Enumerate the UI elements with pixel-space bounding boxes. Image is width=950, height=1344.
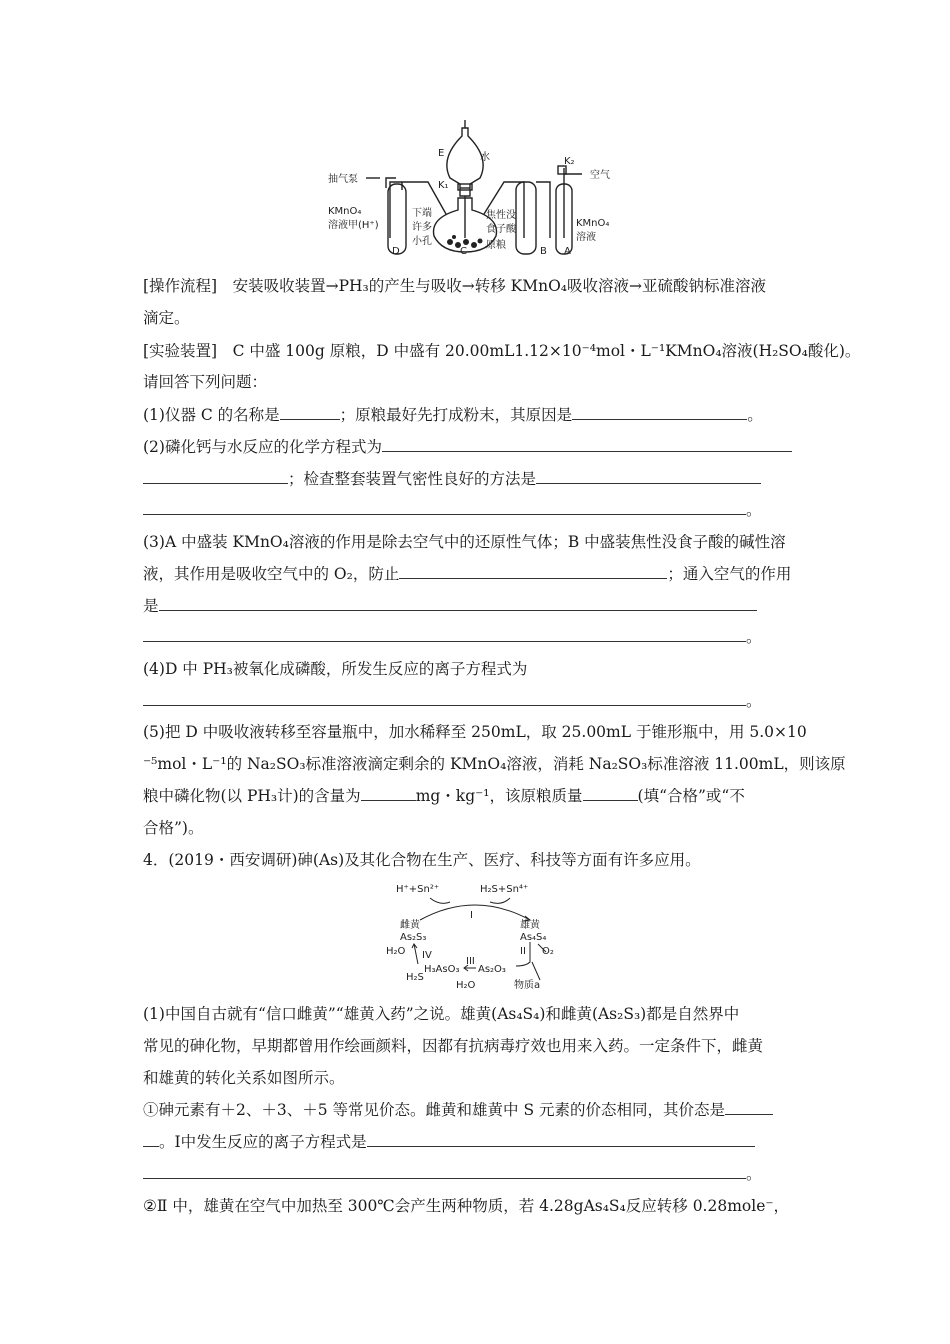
question-3-end: 。 — [143, 627, 762, 647]
answer-blank[interactable] — [399, 564, 667, 579]
label-h3aso3: H₃AsO₃ — [424, 964, 460, 975]
section-1-line-1: (1)中国自古就有“信口雌黄”“雄黄入药”之说。雄黄(As₄S₄)和雌黄(As₂S₃)都是自然界中 — [143, 1005, 740, 1023]
section-2-line-1: ②Ⅱ 中，雄黄在空气中加热至 300℃会产生两种物质，若 4.28gAs₄S₄反应转移 0.28mole⁻， — [143, 1197, 790, 1215]
label-as2s3: As₂S₃ — [400, 932, 427, 943]
answer-blank[interactable] — [361, 786, 416, 801]
label-air: 空气 — [590, 170, 610, 181]
question-4-end: 。 — [143, 691, 762, 711]
label-kmno4-d-1: KMnO₄ — [328, 206, 362, 217]
answer-blank[interactable] — [572, 405, 747, 420]
label-substance-a: 物质a — [514, 980, 541, 991]
answer-blank[interactable] — [143, 627, 746, 642]
label-O2: O₂ — [542, 946, 554, 957]
apparatus-diagram — [320, 118, 640, 258]
section-1-line-5: 。Ⅰ中发生反应的离子方程式是 — [143, 1132, 755, 1152]
answer-blank[interactable] — [536, 469, 761, 484]
label-kmno4-d-2: 溶液甲(H⁺) — [328, 220, 379, 231]
label-kmno4-a-1: KMnO₄ — [576, 218, 610, 229]
arsenic-cycle-diagram — [370, 880, 580, 998]
answer-blank[interactable] — [143, 500, 746, 515]
flow-line-2: 滴定。 — [143, 309, 190, 327]
question-5-line-3: 粮中磷化物(以 PH₃计)的含量为 mg・kg⁻¹，该原粮质量 (填“合格”或“不 — [143, 787, 745, 805]
label-h2s: H₂S — [406, 972, 424, 983]
label-lower-3: 小孔 — [412, 236, 432, 247]
question-2-end: 。 — [143, 500, 762, 520]
question-5-line-4: 合格”)。 — [143, 819, 204, 837]
label-h2o-left: H₂O — [386, 946, 406, 957]
question-5-line-1: (5)把 D 中吸收液转移至容量瓶中，加水稀释至 250mL，取 25.00mL 于锥形瓶中，用 5.0×10 — [143, 723, 807, 741]
flow-line-1: [操作流程] 安装吸收装置→PH₃的产生与吸收→转移 KMnO₄吸收溶液→亚硫酸钠标准溶液 — [143, 277, 766, 295]
question-3-line-1: (3)A 中盛装 KMnO₄溶液的作用是除去空气中的还原性气体；B 中盛装焦性没食子酸的碱性溶 — [143, 533, 786, 551]
answer-blank[interactable] — [143, 1132, 159, 1147]
label-lower-1: 下端 — [412, 208, 432, 219]
label-pyro-2: 食子酸 — [486, 224, 516, 235]
label-E: E — [438, 148, 445, 159]
label-as2o3: As₂O₃ — [478, 964, 506, 975]
label-K1: K₁ — [438, 180, 449, 191]
answer-blank[interactable] — [583, 786, 638, 801]
label-III: III — [466, 956, 475, 967]
label-I: I — [470, 910, 473, 921]
question-2: (2)磷化钙与水反应的化学方程式为 — [143, 437, 792, 457]
label-B: B — [540, 246, 547, 257]
question-2-cont: ；检查整套装置气密性良好的方法是 — [143, 469, 761, 489]
section-1-line-2: 常见的砷化物，早期都曾用作绘画颜料，因都有抗病毒疗效也用来入药。一定条件下，雌黄 — [143, 1037, 764, 1055]
answer-blank[interactable] — [143, 691, 746, 706]
question-5-line-2: ⁻⁵mol・L⁻¹的 Na₂SO₃标准溶液滴定剩余的 KMnO₄溶液，消耗 Na₂SO₃标准溶液 11.00mL，则该原 — [143, 755, 846, 773]
label-II: II — [520, 946, 526, 957]
answer-blank[interactable] — [143, 469, 288, 484]
label-h-sn: H⁺+Sn²⁺ — [396, 884, 440, 895]
answer-blank[interactable] — [725, 1100, 773, 1115]
question-3-line-3: 是 — [143, 596, 757, 616]
label-K2: K₂ — [564, 156, 575, 167]
answer-blank[interactable] — [143, 1164, 746, 1179]
label-cihuang: 雌黄 — [400, 920, 420, 931]
label-A: A — [564, 246, 571, 257]
setup-line: [实验装置] C 中盛 100g 原粮，D 中盛有 20.00mL1.12×10⁻⁴mol・L⁻¹KMnO₄溶液(H₂SO₄酸化)。 — [143, 342, 861, 360]
section-1-line-4: ①砷元素有＋2、＋3、＋5 等常见价态。雌黄和雄黄中 S 元素的价态相同，其价态是 — [143, 1100, 773, 1120]
label-kmno4-a-2: 溶液 — [576, 232, 596, 243]
label-D: D — [392, 246, 400, 257]
problem-4-heading: 4．(2019・西安调研)砷(As)及其化合物在生产、医疗、科技等方面有许多应用。 — [143, 851, 701, 869]
question-1: (1)仪器 C 的名称是 ；原粮最好先打成粉末，其原因是 。 — [143, 406, 763, 424]
label-xionghuang: 雄黄 — [520, 920, 540, 931]
label-h2o-bottom: H₂O — [456, 980, 476, 991]
label-grain: 原粮 — [486, 240, 506, 251]
question-4: (4)D 中 PH₃被氧化成磷酸，所发生反应的离子方程式为 — [143, 660, 528, 678]
answer-blank[interactable] — [159, 596, 757, 611]
label-pyro-1: 焦性没 — [486, 210, 516, 221]
label-as4s4: As₄S₄ — [520, 932, 547, 943]
label-C: C — [460, 246, 467, 257]
label-pump: 抽气泵 — [328, 174, 358, 185]
label-water: 水 — [480, 152, 490, 163]
answer-blank[interactable] — [382, 437, 792, 452]
question-3-line-2: 液，其作用是吸收空气中的 O₂，防止 ；通入空气的作用 — [143, 565, 792, 583]
section-1-line-6: 。 — [143, 1164, 762, 1184]
section-1-line-3: 和雄黄的转化关系如图所示。 — [143, 1069, 345, 1087]
label-h2s-sn: H₂S+Sn⁴⁺ — [480, 884, 529, 895]
label-IV: IV — [422, 950, 432, 961]
answer-blank[interactable] — [280, 405, 340, 420]
label-lower-2: 许多 — [412, 222, 432, 233]
answer-blank[interactable] — [367, 1132, 755, 1147]
ask-line: 请回答下列问题： — [143, 373, 268, 391]
